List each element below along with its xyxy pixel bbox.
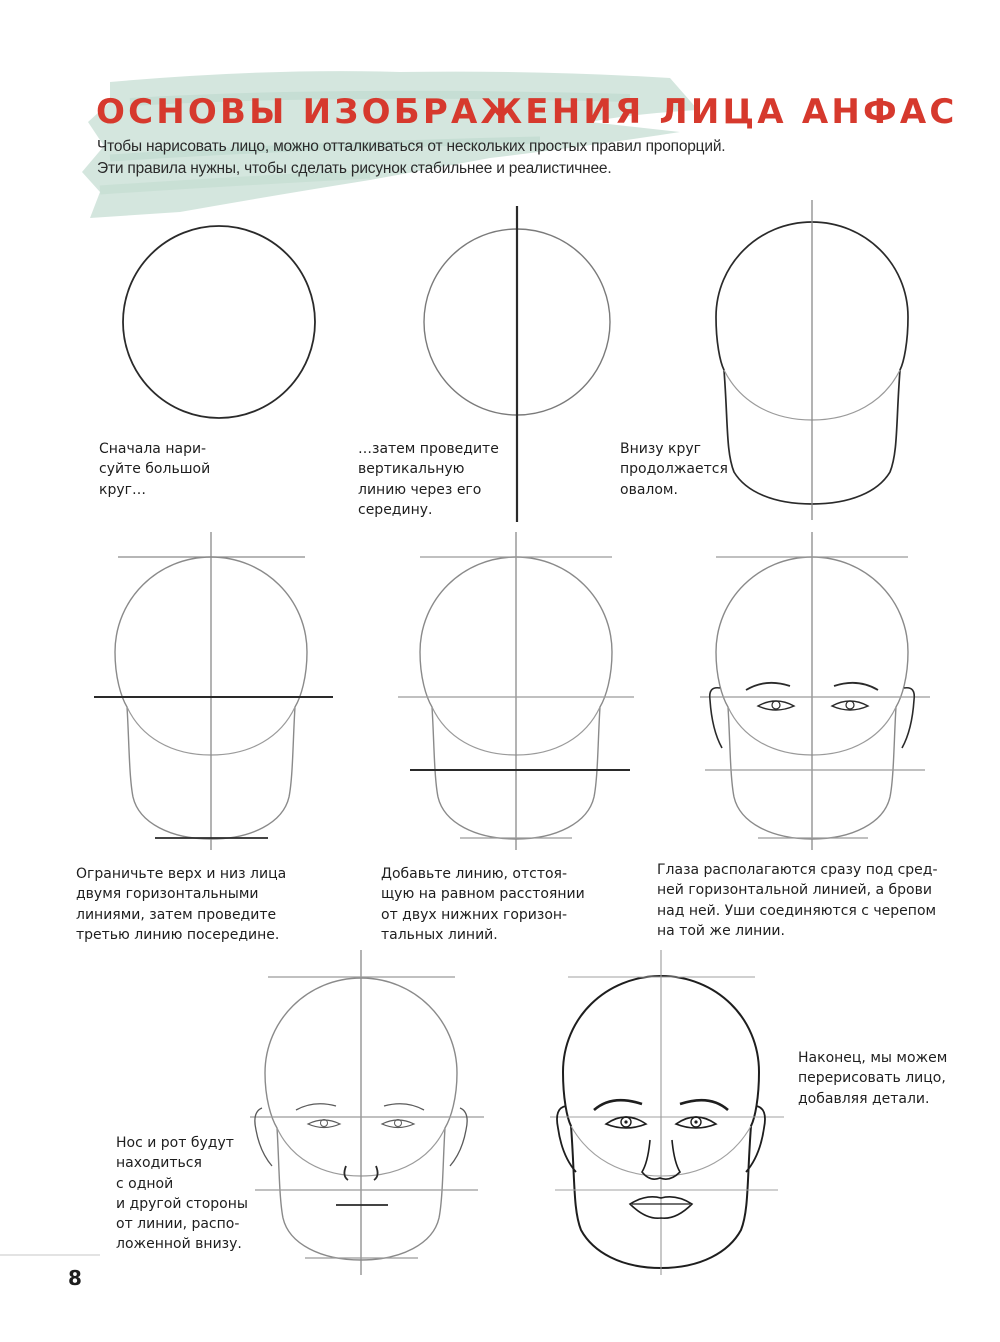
step7-caption [116, 1133, 248, 1255]
caption-line: с одной [116, 1175, 174, 1192]
caption-line: от двух нижних горизон- [381, 906, 568, 923]
step1-caption [99, 439, 210, 500]
step6-drawing [700, 532, 930, 850]
step4-caption [76, 864, 286, 945]
caption-line: тальных линий. [381, 926, 498, 943]
step1-drawing [123, 226, 315, 418]
caption-line: Нос и рот будут [116, 1135, 234, 1151]
caption-line: на той же линии. [657, 922, 785, 939]
caption-line: и другой стороны [116, 1195, 248, 1212]
caption-line: круг… [99, 481, 146, 498]
step5-caption [381, 864, 585, 945]
intro-line: Чтобы нарисовать лицо, можно отталкиваться от нескольких простых правил пропорций. [97, 138, 726, 155]
caption-line: Внизу круг [620, 441, 702, 457]
caption-line: двумя горизонтальными [76, 886, 259, 903]
intro-line: Эти правила нужны, чтобы сделать рисунок стабильнее и реалистичнее. [97, 160, 612, 177]
caption-line: овалом. [620, 481, 678, 498]
caption-line: линиями, затем проведите [76, 906, 277, 923]
step8-caption [798, 1048, 947, 1109]
caption-line: находиться [116, 1155, 202, 1172]
step6-caption [657, 860, 938, 941]
caption-line: суйте большой [99, 461, 211, 478]
step2-caption [358, 439, 499, 520]
caption-line: Сначала нари- [99, 441, 207, 457]
caption-line: Ограничьте верх и низ лица [76, 866, 287, 882]
caption-line: вертикальную [358, 461, 465, 478]
caption-line: щую на равном расстоянии [381, 886, 585, 903]
caption-line: над ней. Уши соединяются с черепом [657, 902, 937, 919]
step7-drawing [250, 950, 484, 1275]
caption-line: …затем проведите [358, 441, 499, 457]
caption-line: от линии, распо- [116, 1216, 240, 1233]
page-title: ОСНОВЫ ИЗОБРАЖЕНИЯ ЛИЦА АНФАС [96, 92, 958, 132]
caption-line: продолжается [620, 461, 728, 478]
caption-line: перерисовать лицо, [798, 1070, 946, 1087]
step8-drawing [550, 950, 784, 1275]
page-number: 8 [68, 1266, 82, 1290]
caption-line: ложенной внизу. [116, 1236, 242, 1253]
caption-line: Добавьте линию, отстоя- [381, 866, 568, 882]
footer-rule [0, 1254, 100, 1256]
caption-line: Глаза располагаются сразу под сред- [657, 862, 938, 878]
step5-drawing [398, 532, 634, 850]
caption-line: середину. [358, 501, 433, 518]
step3-caption [620, 439, 728, 500]
step4-drawing [94, 532, 333, 850]
caption-line: линию через его [358, 481, 482, 498]
step3-drawing [716, 200, 908, 520]
caption-line: добавляя детали. [798, 1090, 930, 1107]
caption-line: третью линию посередине. [76, 926, 280, 943]
caption-line: ней горизонтальной линией, а брови [657, 882, 932, 899]
caption-line: Наконец, мы можем [798, 1050, 948, 1066]
